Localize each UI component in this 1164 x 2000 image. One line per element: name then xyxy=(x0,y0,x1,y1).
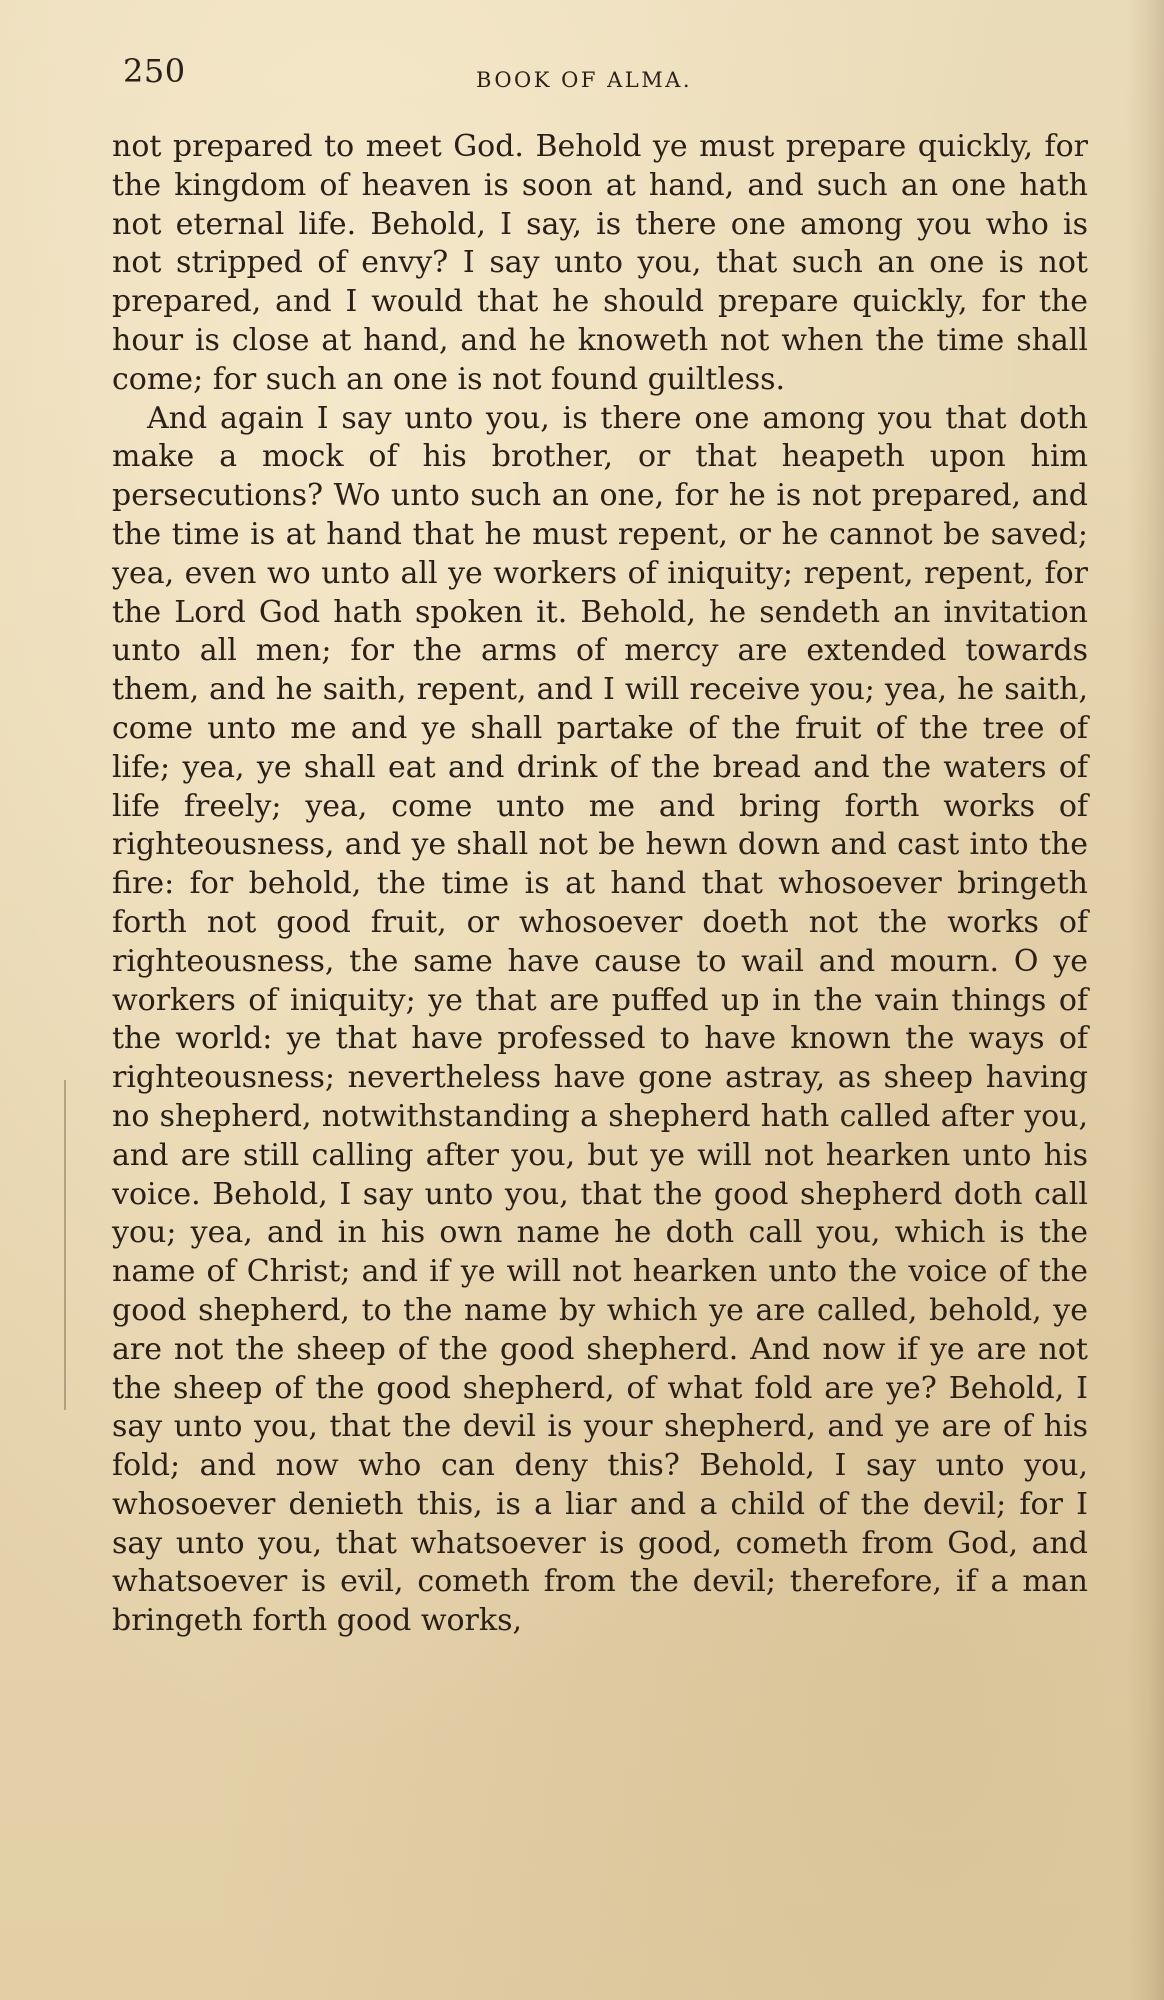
body-text xyxy=(112,128,1088,1641)
page-number: 250 xyxy=(123,52,186,90)
page-edge-shadow xyxy=(1126,0,1164,2000)
paragraph-continuation: not prepared to meet God. Behold ye must prepare quickly, for the kingdom of heaven is soon at hand, and such an one hath not eternal life. Behold, I say, is there one among you who is not stripped of envy? I say unto you, that such an one is not prepared, and I would that he should prepare quickly, for the hour is close at hand, and he knoweth not when the time shall come; for such an one is not found guiltless. xyxy=(112,129,1088,397)
paragraph-and-again: And again I say unto you, is there one among you that doth make a mock of his brother, or that heapeth upon him persecutions? Wo unto such an one, for he is not prepared, and the time is at hand that he must repent, or he cannot be saved; yea, even wo unto all ye workers of iniquity; repent, repent, for the Lord God hath spoken it. Behold, he sendeth an invitation unto all men; for the arms of mercy are extended towards them, and he saith, repent, and I will receive you; yea, he saith, come unto me and ye shall partake of the fruit of the tree of life; yea, ye shall eat and drink of the bread and the waters of life freely; yea, come unto me and bring forth works of righteousness, and ye shall not be hewn down and cast into the fire: for behold, the time is at hand that whosoever bringeth forth not good fruit, or whosoever doeth not the works of righteousness, the same have cause to wail and mourn. O ye workers of iniquity; ye that are puffed up in the vain things of the world: ye that have professed to have known the ways of righteousness; nevertheless have gone astray, as sheep having no shepherd, notwithstanding a shepherd hath called after you, and are still calling after you, but ye will not hearken unto his voice. Behold, I say unto you, that the good shepherd doth call you; yea, and in his own name he doth call you, which is the name of Christ; and if ye will not hearken unto the voice of the good shepherd, to the name by which ye are called, behold, ye are not the sheep of the good shepherd. And now if ye are not the sheep of the good shepherd, of what fold are ye? Behold, I say unto you, that the devil is your shepherd, and ye are of his fold; and now who can deny this? Behold, I say unto you, whosoever denieth this, is a liar and a child of the devil; for I say unto you, that whatsoever is good, cometh from God, and whatsoever is evil, cometh from the devil; therefore, if a man bringeth forth good works, xyxy=(112,400,1088,1639)
running-head xyxy=(123,52,1088,102)
margin-mark xyxy=(64,1080,66,1410)
header-title: BOOK OF ALMA. xyxy=(476,68,693,92)
